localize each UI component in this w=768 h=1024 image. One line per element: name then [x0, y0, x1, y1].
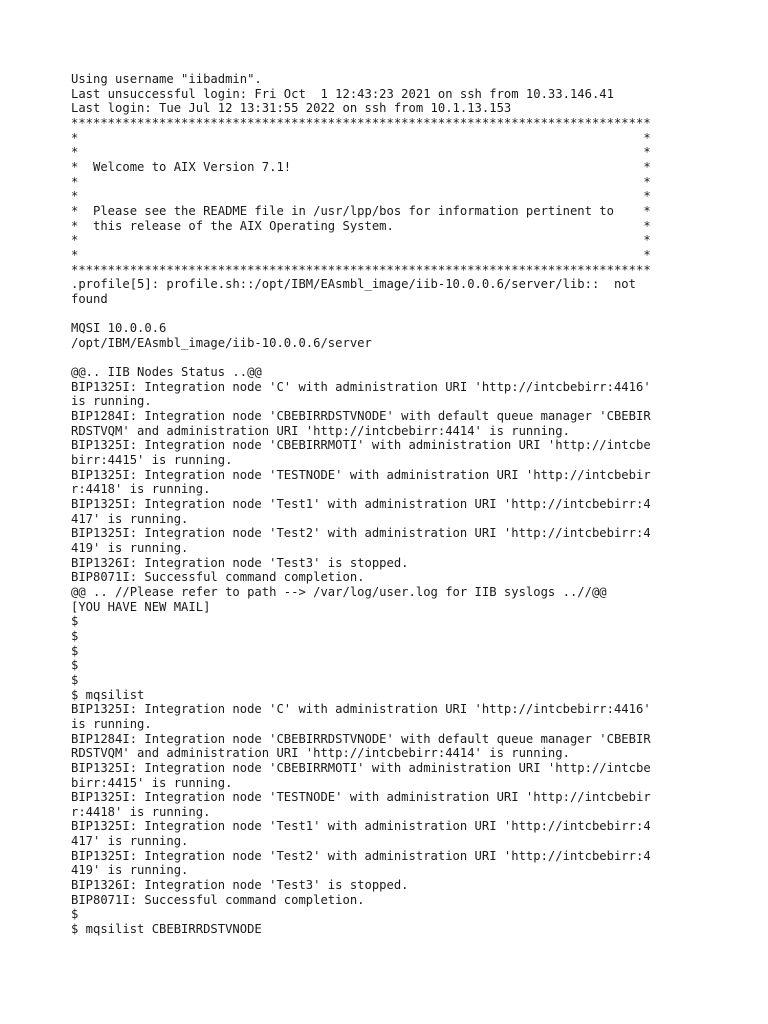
terminal-line: .profile[5]: profile.sh::/opt/IBM/EAsmbl_image/iib-10.0.0.6/server/lib:: not: [71, 277, 636, 292]
terminal-line: BIP1325I: Integration node 'Test1' with administration URI 'http://intcbebirr:4: [71, 497, 651, 512]
terminal-line: 417' is running.: [71, 511, 189, 526]
terminal-line: $: [71, 658, 79, 673]
terminal-line: *******************************************************************************: [71, 262, 651, 277]
terminal-line: BIP1284I: Integration node 'CBEBIRRDSTVNODE' with default queue manager 'CBEBIR: [71, 731, 651, 746]
terminal-line: * *: [71, 174, 651, 189]
terminal-line: $: [71, 643, 79, 658]
terminal-line: [YOU HAVE NEW MAIL]: [71, 599, 211, 614]
terminal-line: Using username "iibadmin".: [71, 72, 262, 86]
terminal-line: $: [71, 672, 79, 687]
terminal-line: BIP1326I: Integration node 'Test3' is stopped.: [71, 555, 409, 570]
terminal-line: RDSTVQM' and administration URI 'http://intcbebirr:4414' is running.: [71, 746, 570, 761]
terminal-line: found: [71, 291, 108, 306]
terminal-line: $ mqsilist: [71, 687, 145, 702]
terminal-line: * *: [71, 130, 651, 145]
terminal-line: birr:4415' is running.: [71, 775, 233, 790]
terminal-line: $ mqsilist CBEBIRRDSTVNODE: [71, 922, 262, 937]
terminal-line: BIP1325I: Integration node 'CBEBIRRMOTI' with administration URI 'http://intcbe: [71, 438, 651, 453]
terminal-line: $: [71, 614, 79, 629]
terminal-line: *******************************************************************************: [71, 115, 651, 130]
terminal-line: BIP1325I: Integration node 'C' with administration URI 'http://intcbebirr:4416': [71, 379, 651, 394]
terminal-line: BIP1326I: Integration node 'Test3' is stopped.: [71, 878, 409, 893]
terminal-line: 419' is running.: [71, 863, 189, 878]
terminal-line: BIP1325I: Integration node 'TESTNODE' with administration URI 'http://intcbebir: [71, 790, 651, 805]
terminal-line: BIP1325I: Integration node 'C' with administration URI 'http://intcbebirr:4416': [71, 702, 651, 717]
terminal-line: is running.: [71, 394, 152, 409]
terminal-line: Last unsuccessful login: Fri Oct 1 12:43:23 2021 on ssh from 10.33.146.41: [71, 86, 614, 101]
terminal-line: is running.: [71, 716, 152, 731]
terminal-line: @@.. IIB Nodes Status ..@@: [71, 365, 262, 380]
terminal-line: birr:4415' is running.: [71, 453, 233, 468]
terminal-line: RDSTVQM' and administration URI 'http://intcbebirr:4414' is running.: [71, 423, 570, 438]
terminal-line: BIP1284I: Integration node 'CBEBIRRDSTVNODE' with default queue manager 'CBEBIR: [71, 409, 651, 424]
terminal-transcript: [71, 72, 691, 937]
terminal-line: Last login: Tue Jul 12 13:31:55 2022 on ssh from 10.1.13.153: [71, 101, 512, 116]
terminal-line: BIP1325I: Integration node 'Test1' with administration URI 'http://intcbebirr:4: [71, 819, 651, 834]
terminal-line: BIP8071I: Successful command completion.: [71, 892, 365, 907]
terminal-line: BIP1325I: Integration node 'CBEBIRRMOTI' with administration URI 'http://intcbe: [71, 760, 651, 775]
terminal-line: * *: [71, 189, 651, 204]
terminal-line: * this release of the AIX Operating System. *: [71, 218, 651, 233]
terminal-line: [71, 307, 691, 322]
terminal-line: /opt/IBM/EAsmbl_image/iib-10.0.0.6/server: [71, 335, 372, 350]
terminal-line: 417' is running.: [71, 834, 189, 849]
terminal-line: * Welcome to AIX Version 7.1! *: [71, 159, 651, 174]
terminal-line: BIP1325I: Integration node 'TESTNODE' with administration URI 'http://intcbebir: [71, 467, 651, 482]
terminal-line: $: [71, 907, 79, 922]
terminal-line: BIP1325I: Integration node 'Test2' with administration URI 'http://intcbebirr:4: [71, 848, 651, 863]
terminal-line: * Please see the README file in /usr/lpp/bos for information pertinent to *: [71, 203, 651, 218]
terminal-line: MQSI 10.0.0.6: [71, 321, 167, 336]
terminal-line: r:4418' is running.: [71, 482, 211, 497]
terminal-line: r:4418' is running.: [71, 804, 211, 819]
terminal-line: * *: [71, 233, 651, 248]
terminal-line: 419' is running.: [71, 541, 189, 555]
terminal-line: * *: [71, 145, 651, 160]
terminal-line: BIP8071I: Successful command completion.: [71, 570, 365, 585]
terminal-line: $: [71, 628, 79, 643]
terminal-line: @@ .. //Please refer to path --> /var/log/user.log for IIB syslogs ..//@@: [71, 584, 607, 599]
terminal-line: [71, 350, 691, 365]
terminal-line: * *: [71, 247, 651, 262]
terminal-line: BIP1325I: Integration node 'Test2' with administration URI 'http://intcbebirr:4: [71, 526, 651, 541]
